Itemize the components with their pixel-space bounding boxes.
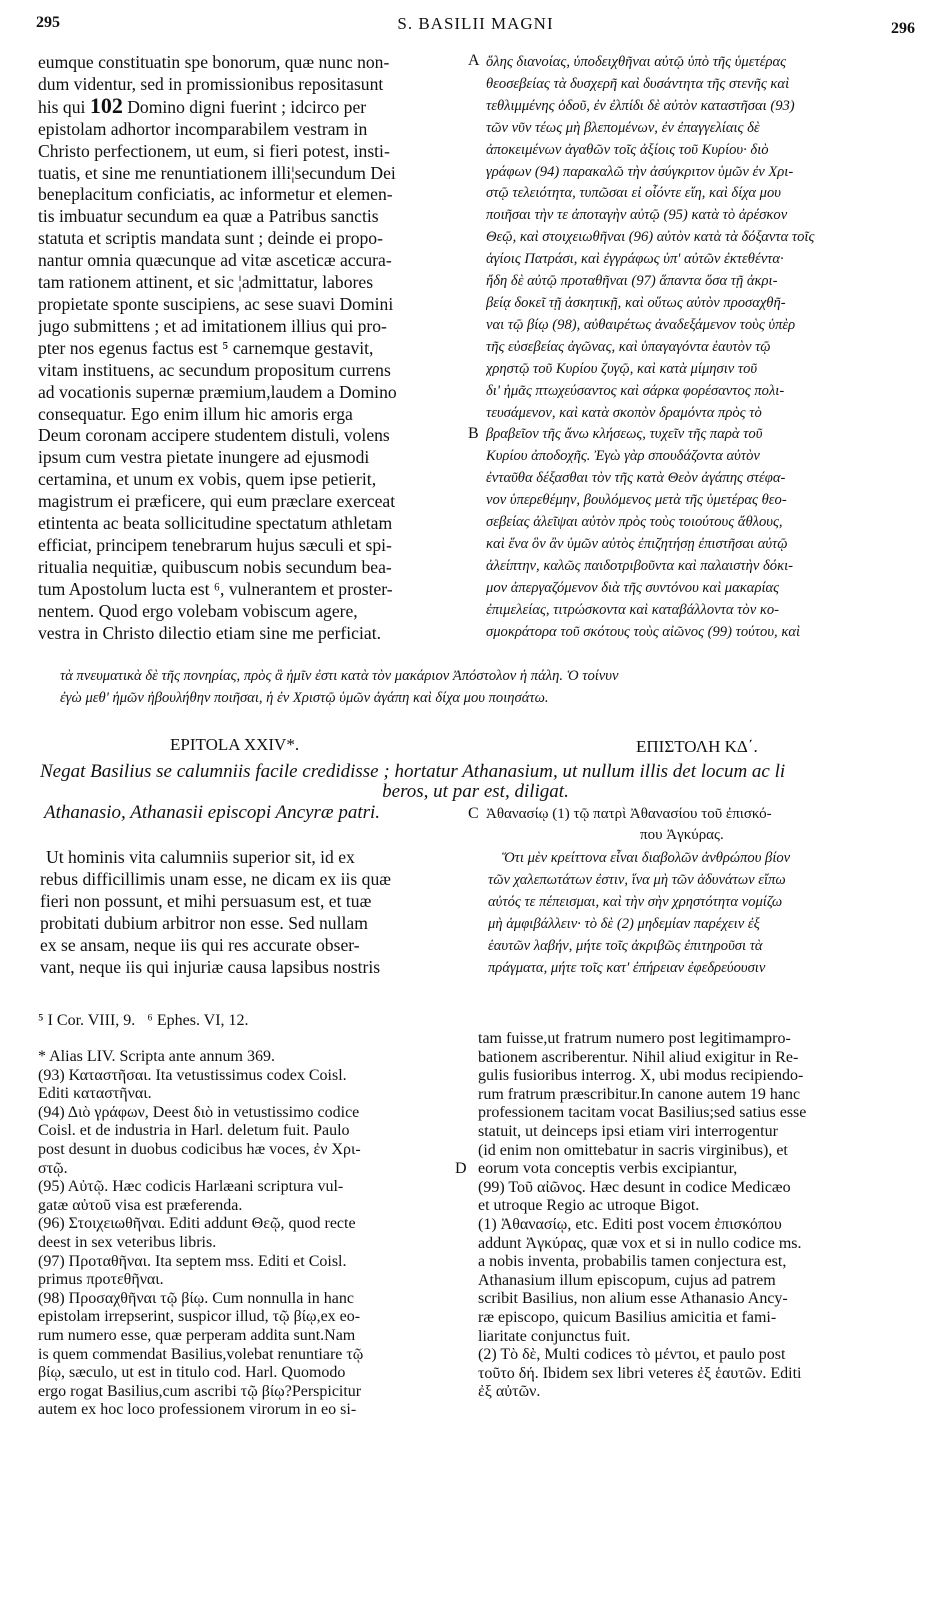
latin-line: nentem. Quod ergo volebam vobiscum agere,: [38, 600, 358, 621]
greek-line: τευσάμενον, καὶ κατὰ σκοπὸν δραμόντα πρὸς τὸ: [486, 404, 762, 421]
note-line: post desunt in duobus codicibus hæ voces, ἐν Χρι-: [38, 1140, 361, 1158]
greek-line: ποιῆσαι τὴν τε ἀποταγὴν αὐτῷ (95) κατὰ τὸ ἀρέσκον: [486, 207, 788, 224]
latin-line: ipsum cum vestra pietate inungere ad ejusmodi: [38, 447, 370, 468]
greek-line: ἐπιμελείας, τιτρώσκοντα καὶ καταβάλλοντα τὸν κο-: [486, 601, 779, 618]
scripture-references: ⁵ I Cor. VIII, 9. ⁶ Ephes. VI, 12.: [38, 1012, 249, 1029]
greek-line: γράφων (94) παρακαλῶ τὴν ἀσύγκριτον ὑμῶν ἐν Χρι-: [486, 163, 794, 180]
greek-fullwidth-line: τὰ πνευματικὰ δὲ τῆς πονηρίας, πρὸς ἃ ἡμῖν ἐστι κατὰ τὸν μακάριον Ἀπόστολον ἡ πάλη. Ὁ τοίνυν: [60, 668, 619, 684]
greek-line: πράγματα, μήτε τοῖς κατ' ἐπήρειαν ἐφεδρεύουσιν: [488, 959, 766, 976]
greek-line: ἤδη δὲ αὐτῷ προταθῆναι (97) ἅπαντα ὅσα τῇ ἀκρι-: [486, 273, 778, 290]
latin-line: etintenta ac beata sollicitudine spectatum athletam: [38, 513, 393, 534]
latin-line: vitam instituens, ac secundum propositum currens: [38, 359, 391, 380]
latin-line: nantur omnia quæcunque ad vitæ asceticæ accura-: [38, 250, 392, 271]
note-line: (99) Τοῦ αἰῶνος. Hæc desunt in codice Medicæo: [478, 1178, 791, 1196]
note-line: addunt Ἀγκύρας, quæ vox et si in nullo codice ms.: [478, 1234, 802, 1252]
margin-letter-a: A: [468, 52, 480, 69]
note-line: (93) Καταστῆσαι. Ita vetustissimus codex Coisl.: [38, 1066, 347, 1084]
latin-line: Christo perfectionem, ut eum, si fieri potest, insti-: [38, 140, 390, 161]
note-line: Editi καταστῆναι.: [38, 1085, 152, 1103]
greek-line: μον ἀπεργαζόμενον διὰ τῆς συντόνου καὶ μακαρίας: [486, 579, 780, 596]
greek-line: δι' ἡμᾶς πτωχεύσαντος καὶ σάρκα φορέσαντος πολι-: [486, 382, 785, 399]
latin-line: rebus difficillimis unam esse, ne dicam ex iis quæ: [40, 869, 391, 889]
note-line: ἐξ αὐτῶν.: [478, 1383, 541, 1401]
latin-line: Deum coronam accipere studentem distuli, volens: [38, 425, 390, 446]
note-line: * Alias LIV. Scripta ante annum 369.: [38, 1048, 275, 1065]
note-line: epistolam irrepserint, suspicor illud, τῷ βίῳ,ex eo-: [38, 1308, 361, 1326]
latin-column-top: [38, 52, 466, 652]
note-line: tam fuisse,ut fratrum numero post legitimampro-: [478, 1030, 791, 1047]
note-line: (98) Προσαχθῆναι τῷ βίῳ. Cum nonnulla in hanc: [38, 1289, 354, 1307]
epistle-summary-line2: beros, ut par est, diligat.: [382, 781, 569, 802]
margin-letter-d: D: [455, 1160, 467, 1177]
latin-line: jugo submittens ; et ad imitationem illius qui pro-: [38, 315, 387, 336]
latin-line: beneplacitum conficiatis, ac informetur et elemen-: [38, 184, 393, 205]
greek-line: νον ὑπερεθέμην, βουλόμενος μετὰ τῆς ὑμετέρας θεο-: [486, 492, 787, 509]
greek-line: ἀλείπτην, καλῶς παιδοτριβοῦντα καὶ παλαιστὴν δόκι-: [486, 557, 794, 574]
note-line: (2) Τὸ δὲ, Multi codices τὸ μέντοι, et paulo post: [478, 1346, 786, 1364]
page-number-right: 296: [891, 20, 915, 37]
latin-line: propietate sponte suscipiens, ac sese suavi Domini: [38, 293, 394, 314]
greek-line: αὐτός τε πέπεισμαι, καὶ τὴν σὴν χρηστότητα νομίζω: [488, 893, 783, 910]
greek-line: ἀποκειμένων ἀγαθῶν τοῖς ἀξίοις τοῦ Κυρίου· διὸ: [486, 141, 769, 158]
epistle-address-greek-2: που Ἀγκύρας.: [640, 827, 724, 843]
margin-letter-b: B: [468, 425, 479, 442]
note-line: ræ episcopo, quicum Basilius amicitia et fami-: [478, 1308, 777, 1326]
note-line: ergo rogat Basilius,cum ascribi τῷ βίῳ?Perspicitur: [38, 1382, 362, 1400]
latin-line: epistolam adhortor incomparabilem vestram in: [38, 118, 368, 139]
greek-line: θεοσεβείας τὰ δυσχερῆ καὶ δυσάντητα τῆς στενῆς καὶ: [486, 75, 790, 92]
note-line: Coisl. et de industria in Harl. deletum fuit. Paulo: [38, 1122, 350, 1140]
greek-line: μὴ ἀμφιβάλλειν· τὸ δὲ (2) μηδεμίαν παρέχειν ἐξ: [488, 915, 760, 932]
note-line: liaritate conjunctus fuit.: [478, 1327, 631, 1345]
epistle-title-greek: ΕΠΙΣΤΟΛΗ ΚΔ΄.: [636, 737, 758, 756]
margin-letter-c: C: [468, 805, 479, 822]
greek-column-bottom: [488, 848, 916, 988]
greek-column-top: [486, 52, 914, 652]
page-number-left: 295: [36, 14, 60, 31]
latin-line: pter nos egenus factus est ⁵ carnemque gestavit,: [38, 337, 374, 358]
greek-line: τεθλιμμένης ὁδοῦ, ἐν ἐλπίδι δὲ αὐτὸν καταστῆσαι (93): [486, 97, 795, 114]
note-line: primus προτεθῆναι.: [38, 1271, 164, 1289]
note-line: τοῦτο δή. Ibidem sex libri veteres ἐξ ἑαυτῶν. Editi: [478, 1364, 802, 1382]
greek-line: τῆς εὐσεβείας ἀγῶνας, καὶ ὑπαγαγόντα ἑαυτὸν τῷ: [486, 338, 771, 355]
note-line: deest in sex veteribus libris.: [38, 1233, 217, 1251]
note-line: Athanasium illum episcopum, cujus ad patrem: [478, 1271, 776, 1289]
greek-line: ἁγίοις Πατράσι, καὶ ἐγγράφως ὑπ' αὐτῶν ἐκτεθέντα·: [486, 251, 784, 268]
notes-right-column: [478, 1030, 918, 1450]
greek-line: βραβεῖον τῆς ἄνω κλήσεως, τυχεῖν τῆς παρὰ τοῦ: [486, 426, 763, 443]
greek-line: τῶν νῦν τέως μὴ βλεπομένων, ἐν ἐπαγγελίαις δὲ: [486, 119, 760, 136]
running-title: S. BASILII MAGNI: [397, 14, 554, 33]
latin-line: eumque constituatin spe bonorum, quæ nunc non-: [38, 52, 390, 72]
latin-line: tum Apostolum lucta est ⁶, vulnerantem et proster-: [38, 578, 393, 599]
epistle-address-greek-1: Ἀθανασίῳ (1) τῷ πατρὶ Ἀθανασίου τοῦ ἐπισκό-: [486, 806, 772, 822]
greek-line: ὅλης διανοίας, ὑποδειχθῆναι αὐτῷ ὑπὸ τῆς ὑμετέρας: [486, 54, 787, 70]
latin-line-with-column-number: [38, 96, 466, 119]
note-line: (96) Στοιχειωθῆναι. Editi addunt Θεῷ, quod recte: [38, 1215, 356, 1233]
note-line: (97) Προταθῆναι. Ita septem mss. Editi et Coisl.: [38, 1252, 347, 1270]
note-line: gatæ αὐτοῦ visa est præferenda.: [38, 1196, 243, 1214]
note-line: statuit, ut deinceps ipsi etiam viri interrogentur: [478, 1122, 778, 1140]
note-line: (id enim non omittebatur in sacris virginibus), et: [478, 1141, 788, 1159]
note-line: is quem commendat Basilius,volebat renuntiare τῷ: [38, 1345, 364, 1363]
note-line: autem ex hoc loco professionem virorum in eo si-: [38, 1401, 357, 1419]
greek-fullwidth-line: ἐγὼ μεθ' ἡμῶν ἠβουλήθην ποιῆσαι, ἡ ἐν Χριστῷ ὑμῶν ἀγάπη καὶ δίχα μου ποιησάτω.: [60, 690, 549, 706]
note-line: (95) Αὐτῷ. Hæc codicis Harlæani scriptura vul-: [38, 1178, 344, 1196]
greek-line: βείᾳ δοκεῖ τῇ ἀσκητικῇ, καὶ οὕτως αὐτὸν προσαχθῆ-: [486, 294, 786, 311]
greek-line: ἐνταῦθα δέξασθαι τὸν τῆς κατὰ Θεὸν ἀγάπης στέφα-: [486, 470, 786, 487]
latin-text: Domino digni fuerint ; idcirco per: [122, 96, 367, 117]
running-header: [36, 14, 915, 40]
note-line: gulis fusioribus interrog. X, ubi modus recipiendo-: [478, 1067, 804, 1085]
latin-line: magistrum ei præficere, qui eum præclare exerceat: [38, 491, 396, 512]
note-line: (94) Διὸ γράφων, Deest διὸ in vetustissimo codice: [38, 1103, 360, 1121]
latin-line: ad vocationis supernæ præmium,laudem a Domino: [38, 381, 397, 402]
note-line: rum fratrum præscribitur.In canone autem 19 hanc: [478, 1085, 801, 1103]
epistle-summary-line1: Negat Basilius se calumniis facile credidisse ; hortatur Athanasium, ut nullum illis det locum ac li: [40, 762, 786, 782]
note-line: βίῳ, sæculo, ut est in titulo cod. Harl. Quomodo: [38, 1364, 346, 1382]
latin-line: ex se ansam, neque iis qui res accurate obser-: [40, 935, 360, 955]
latin-line: certamina, et unum ex vobis, quem ipse petierit,: [38, 469, 377, 490]
latin-line: dum videntur, sed in promissionibus repositasunt: [38, 73, 384, 94]
greek-line: Κυρίου ἀποδοχῆς. Ἐγὼ γὰρ σπουδάζοντα αὐτὸν: [486, 448, 760, 465]
greek-line: σεβείας ἀλεῖψαι αὐτὸν πρὸς τοὺς τοιούτους ἄθλους,: [486, 514, 783, 531]
latin-line: fieri non possunt, et mihi persuasum est, et tuæ: [40, 891, 372, 911]
greek-line: καὶ ἕνα ὃν ἂν ὑμῶν αὐτὸς ἐπιζητήσῃ ἐπιστῆσαι αὐτῷ: [486, 535, 788, 552]
latin-text: his qui: [38, 96, 90, 117]
epistle-address-latin: Athanasio, Athanasii episcopi Ancyræ patri.: [44, 802, 381, 823]
latin-line: Ut hominis vita calumniis superior sit, id ex: [46, 847, 355, 867]
latin-line: consequatur. Ego enim illum hic amoris erga: [38, 403, 353, 424]
note-line: στῷ.: [38, 1159, 68, 1177]
notes-left-column: [38, 1048, 466, 1448]
latin-line: tis imbuatur secundum ea quæ a Patribus sanctis: [38, 206, 379, 227]
note-line: bationem ascriberentur. Nihil aliud exigitur in Re-: [478, 1048, 799, 1066]
column-number-marker: 102: [89, 95, 123, 118]
note-line: a nobis inventa, probabilis tamen conjectura est,: [478, 1253, 787, 1271]
latin-line: tam rationem attinent, et sic ¦admittatur, labores: [38, 272, 374, 293]
note-line: rum numero esse, quæ perperam addita sunt.Nam: [38, 1326, 356, 1344]
note-line: scribit Basilius, non alium esse Athanasio Ancy-: [478, 1290, 788, 1308]
epistle-title-latin: EPITOLA XXIV*.: [170, 735, 300, 754]
greek-line: ναι τῷ βίῳ (98), αὐθαιρέτως ἀναδεξάμενον τοὺς ὑπὲρ: [486, 316, 796, 333]
latin-line: vestra in Christo dilectio etiam sine me perficiat.: [38, 622, 381, 643]
greek-fullwidth-lines: [60, 665, 920, 711]
greek-line: ἑαυτῶν λαβήν, μήτε τοῖς ἀκριβῶς ἐπιτηροῦσι τὰ: [488, 937, 763, 954]
greek-line: στῷ τελειότητα, τυπῶσαι εἰ οἷόντε εἴη, καὶ δίχα μου: [486, 185, 782, 202]
greek-line: τῶν χαλεπωτάτων ἐστιν, ἵνα μὴ τῶν ἀδυνάτων εἴπω: [488, 871, 786, 888]
greek-line: Ὅτι μὲν κρείττονα εἶναι διαβολῶν ἀνθρώπου βίον: [502, 850, 791, 866]
latin-line: efficiat, principem tenebrarum hujus sæculi et spi-: [38, 534, 392, 555]
greek-line: Θεῷ, καὶ στοιχειωθῆναι (96) αὐτὸν κατὰ τὰ δόξαντα τοῖς: [486, 229, 815, 246]
latin-line: ritualia nequitiæ, quibuscum nobis secundum bea-: [38, 556, 392, 577]
greek-line: σμοκράτορα τοῦ σκότους τοὺς αἰῶνος (99) τούτου, καὶ: [486, 623, 801, 640]
note-line: (1) Ἀθανασίῳ, etc. Editi post vocem ἐπισκόπου: [478, 1215, 782, 1233]
note-line: professionem tacitam vocat Basilius;sed satius esse: [478, 1104, 807, 1122]
greek-line: χρηστῷ τοῦ Κυρίου ζυγῷ, καὶ κατὰ μίμησιν τοῦ: [486, 360, 758, 377]
latin-line: probitati dubium arbitror non esse. Sed nullam: [40, 913, 368, 933]
latin-line: statuta et scriptis mandata sunt ; deinde ei propo-: [38, 228, 383, 249]
latin-line: tuatis, et sine me renuntiationem illi¦secundum Dei: [38, 162, 396, 183]
latin-line: vant, neque iis qui injuriæ causa lapsibus nostris: [40, 957, 381, 977]
note-line: eorum vota conceptis verbis excipiantur,: [478, 1160, 738, 1178]
latin-column-bottom: [40, 846, 468, 986]
note-line: et utroque Regio ac utroque Bigot.: [478, 1197, 700, 1215]
